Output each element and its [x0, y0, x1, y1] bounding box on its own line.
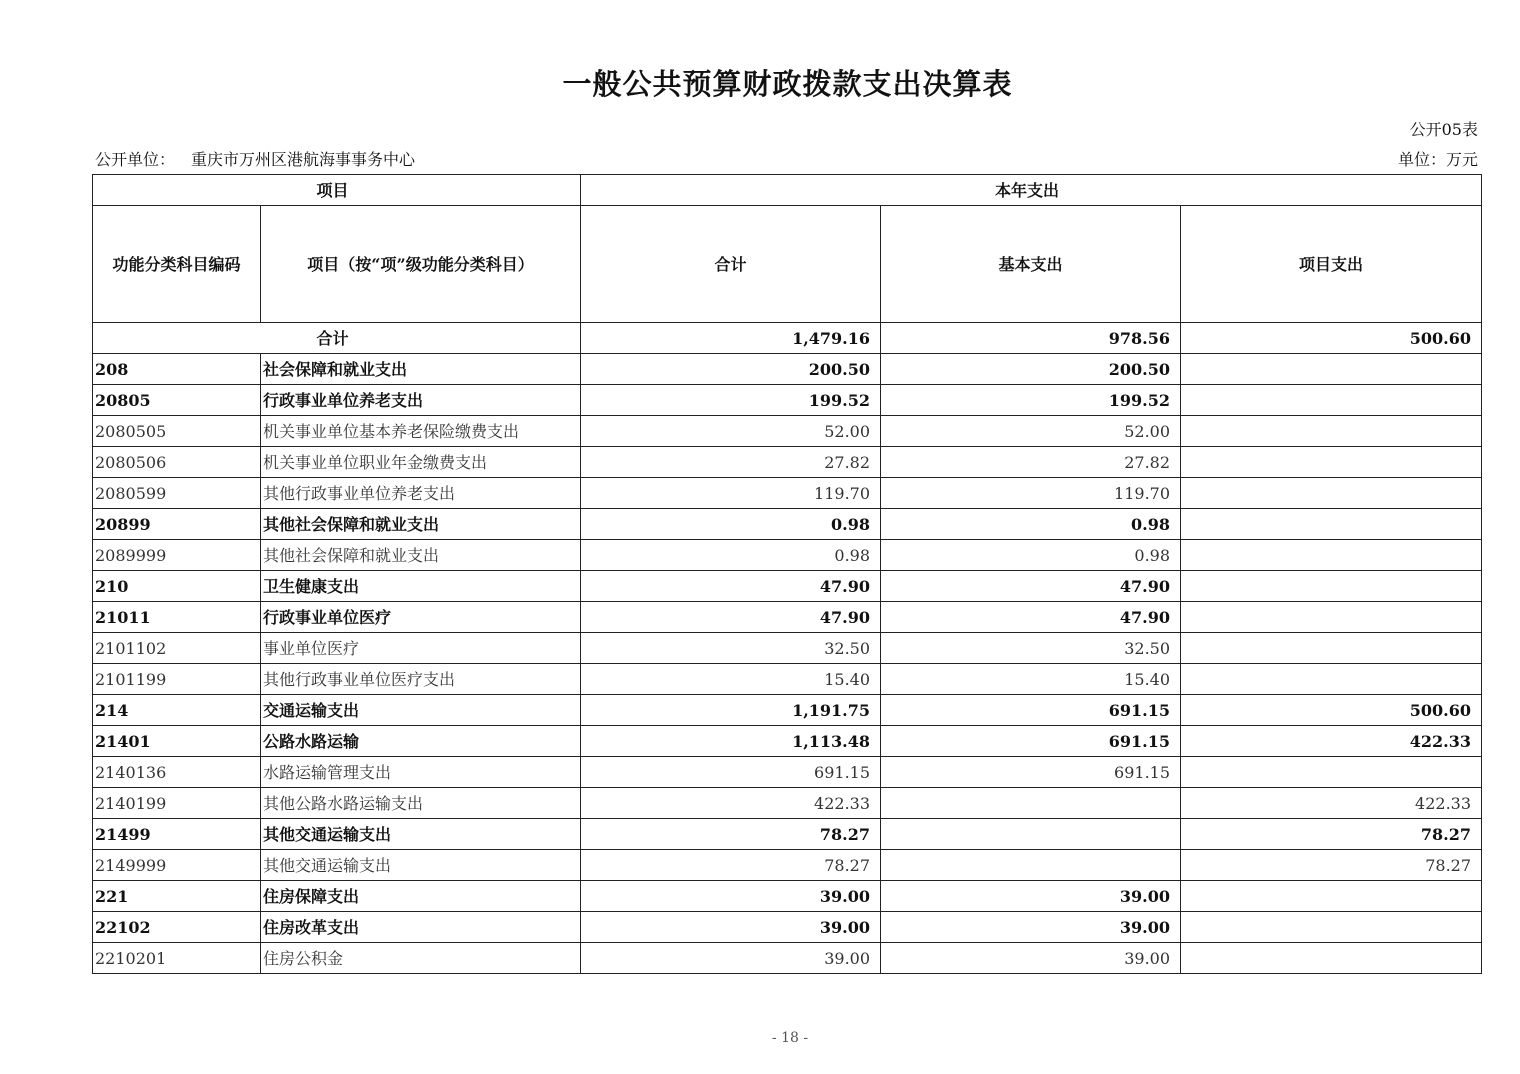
row-basic: 32.50: [881, 633, 1181, 664]
page-title: 一般公共预算财政拨款支出决算表: [562, 67, 1013, 101]
row-basic: 119.70: [881, 478, 1181, 509]
row-project: [1181, 664, 1482, 695]
row-name: 交通运输支出: [261, 695, 581, 726]
row-code: 2080506: [93, 447, 261, 478]
row-code: 21499: [93, 819, 261, 850]
row-code: 21011: [93, 602, 261, 633]
row-code: 21401: [93, 726, 261, 757]
table-row: [93, 788, 1482, 819]
row-code: 20899: [93, 509, 261, 540]
row-basic: 0.98: [881, 540, 1181, 571]
header-code: 功能分类科目编码: [93, 206, 261, 323]
table-row: [93, 478, 1482, 509]
row-basic: 47.90: [881, 571, 1181, 602]
row-project: [1181, 881, 1482, 912]
row-basic: [881, 788, 1181, 819]
form-number: 公开05表: [1409, 120, 1478, 139]
row-name: 机关事业单位基本养老保险缴费支出: [261, 416, 581, 447]
row-name: 住房保障支出: [261, 881, 581, 912]
table-row: [93, 540, 1482, 571]
row-total: 52.00: [581, 416, 881, 447]
total-project: 500.60: [1181, 323, 1482, 354]
row-project: [1181, 385, 1482, 416]
table-row: [93, 943, 1482, 974]
row-name: 机关事业单位职业年金缴费支出: [261, 447, 581, 478]
header-row-1: [93, 175, 1482, 206]
row-code: 2089999: [93, 540, 261, 571]
unit-name: 重庆市万州区港航海事事务中心: [191, 150, 416, 169]
table-row: [93, 881, 1482, 912]
row-total: 200.50: [581, 354, 881, 385]
row-project: 78.27: [1181, 819, 1482, 850]
row-project: [1181, 509, 1482, 540]
row-project: [1181, 602, 1482, 633]
row-name: 公路水路运输: [261, 726, 581, 757]
row-code: 221: [93, 881, 261, 912]
row-total: 119.70: [581, 478, 881, 509]
row-project: [1181, 757, 1482, 788]
row-name: 住房公积金: [261, 943, 581, 974]
row-total: 27.82: [581, 447, 881, 478]
row-basic: 52.00: [881, 416, 1181, 447]
row-basic: 199.52: [881, 385, 1181, 416]
row-code: 210: [93, 571, 261, 602]
row-total: 39.00: [581, 943, 881, 974]
row-basic: [881, 850, 1181, 881]
row-code: 2101199: [93, 664, 261, 695]
row-code: 2210201: [93, 943, 261, 974]
row-name: 其他交通运输支出: [261, 819, 581, 850]
row-basic: 27.82: [881, 447, 1181, 478]
row-name: 其他交通运输支出: [261, 850, 581, 881]
row-code: 214: [93, 695, 261, 726]
total-amount: 1,479.16: [581, 323, 881, 354]
table-row: [93, 912, 1482, 943]
table-row: [93, 602, 1482, 633]
total-row: [93, 323, 1482, 354]
row-project: [1181, 943, 1482, 974]
row-total: 1,191.75: [581, 695, 881, 726]
row-total: 47.90: [581, 602, 881, 633]
row-basic: 0.98: [881, 509, 1181, 540]
header-project-expenditure: 项目支出: [1181, 206, 1482, 323]
row-code: 2140136: [93, 757, 261, 788]
row-project: 422.33: [1181, 788, 1482, 819]
row-code: 2101102: [93, 633, 261, 664]
header-name: 项目（按“项”级功能分类科目）: [261, 206, 581, 323]
row-name: 其他行政事业单位养老支出: [261, 478, 581, 509]
row-name: 住房改革支出: [261, 912, 581, 943]
row-basic: 39.00: [881, 912, 1181, 943]
table-row: [93, 819, 1482, 850]
total-basic: 978.56: [881, 323, 1181, 354]
row-project: 500.60: [1181, 695, 1482, 726]
row-name: 行政事业单位医疗: [261, 602, 581, 633]
row-total: 0.98: [581, 540, 881, 571]
table-row: [93, 385, 1482, 416]
table-row: [93, 633, 1482, 664]
row-total: 199.52: [581, 385, 881, 416]
row-project: [1181, 912, 1482, 943]
row-name: 其他行政事业单位医疗支出: [261, 664, 581, 695]
row-total: 47.90: [581, 571, 881, 602]
row-code: 2149999: [93, 850, 261, 881]
row-project: [1181, 478, 1482, 509]
row-code: 2080599: [93, 478, 261, 509]
row-name: 行政事业单位养老支出: [261, 385, 581, 416]
row-project: [1181, 354, 1482, 385]
header-total: 合计: [581, 206, 881, 323]
row-name: 其他社会保障和就业支出: [261, 540, 581, 571]
row-basic: 200.50: [881, 354, 1181, 385]
row-project: 422.33: [1181, 726, 1482, 757]
row-project: [1181, 447, 1482, 478]
row-total: 422.33: [581, 788, 881, 819]
table-row: [93, 726, 1482, 757]
row-basic: 15.40: [881, 664, 1181, 695]
row-name: 卫生健康支出: [261, 571, 581, 602]
row-total: 691.15: [581, 757, 881, 788]
table-row: [93, 757, 1482, 788]
expenditure-table: [92, 174, 1482, 974]
row-code: 208: [93, 354, 261, 385]
row-basic: 39.00: [881, 943, 1181, 974]
row-basic: [881, 819, 1181, 850]
row-total: 15.40: [581, 664, 881, 695]
measure-unit: 单位：万元: [1397, 150, 1478, 169]
row-basic: 47.90: [881, 602, 1181, 633]
row-total: 78.27: [581, 850, 881, 881]
table-row: [93, 354, 1482, 385]
row-project: [1181, 571, 1482, 602]
table-row: [93, 850, 1482, 881]
row-name: 其他社会保障和就业支出: [261, 509, 581, 540]
row-basic: 691.15: [881, 726, 1181, 757]
row-name: 社会保障和就业支出: [261, 354, 581, 385]
row-project: [1181, 416, 1482, 447]
row-total: 39.00: [581, 881, 881, 912]
row-code: 20805: [93, 385, 261, 416]
table-row: [93, 695, 1482, 726]
row-name: 其他公路水路运输支出: [261, 788, 581, 819]
table-row: [93, 664, 1482, 695]
row-name: 水路运输管理支出: [261, 757, 581, 788]
header-row-2: [93, 206, 1482, 323]
table-row: [93, 571, 1482, 602]
row-project: [1181, 633, 1482, 664]
row-code: 2080505: [93, 416, 261, 447]
table-row: [93, 447, 1482, 478]
row-total: 0.98: [581, 509, 881, 540]
row-basic: 39.00: [881, 881, 1181, 912]
header-basic: 基本支出: [881, 206, 1181, 323]
row-project: 78.27: [1181, 850, 1482, 881]
row-total: 32.50: [581, 633, 881, 664]
row-total: 78.27: [581, 819, 881, 850]
reporting-unit: [95, 147, 415, 170]
unit-label: 公开单位：: [95, 150, 176, 169]
table-row: [93, 509, 1482, 540]
header-project: 项目: [93, 175, 581, 206]
header-current-year: 本年支出: [581, 175, 1482, 206]
row-code: 22102: [93, 912, 261, 943]
table-row: [93, 416, 1482, 447]
row-project: [1181, 540, 1482, 571]
row-name: 事业单位医疗: [261, 633, 581, 664]
row-basic: 691.15: [881, 757, 1181, 788]
total-label: 合计: [93, 323, 581, 354]
row-total: 39.00: [581, 912, 881, 943]
row-basic: 691.15: [881, 695, 1181, 726]
row-total: 1,113.48: [581, 726, 881, 757]
row-code: 2140199: [93, 788, 261, 819]
page-number: - 18 -: [771, 1030, 809, 1046]
